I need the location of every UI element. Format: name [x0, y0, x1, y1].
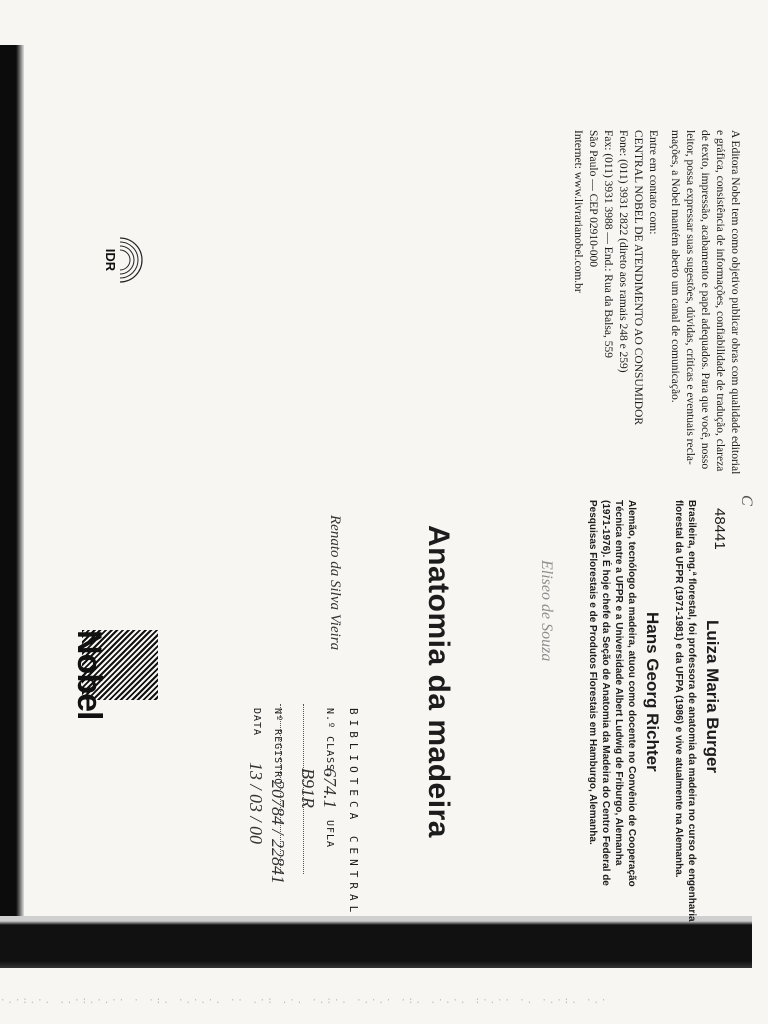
catalog-prefix: C [738, 495, 755, 506]
author-bio-line: Técnica entre a UFPR e a Universidade Albert Ludwig de Friburgo, Alemanha [613, 500, 624, 866]
contact-line: Fax: (011) 3931 3988 — End.: Rua da Balsa, 559 [602, 130, 614, 358]
notice-line: de texto, impressão, acabamento e papel adequados. Para que você, nosso [699, 130, 711, 470]
binding-shadow [0, 45, 24, 925]
stamp-class-value: 674.1 [320, 768, 340, 809]
contact-line: Entre em contato com: [647, 130, 659, 235]
contact-line: Fone: (011) 3931 2822 (direto aos ramais 248 e 259) [617, 130, 629, 373]
stamp-class-suffix: UFLA [324, 820, 335, 849]
author-bio-line: florestal da UFPR (1971-1981) e da UFPA (1986) e vive atualmente na Alemanha. [673, 500, 684, 878]
notice-line: leitor, possa expressar suas sugestões, dúvidas, críticas e eventuais recla- [684, 130, 696, 465]
author-bio-1 [672, 500, 698, 922]
translator-signature: Renato da Silva Vieira [327, 515, 343, 651]
idr-logo-text: IDR [103, 248, 118, 272]
book-title: Anatomia da madeira [422, 525, 455, 838]
nobel-logo-text: Nobel [70, 630, 108, 720]
contact-line: São Paulo — CEP 02910-000 [587, 130, 599, 267]
publisher-notice [667, 130, 742, 474]
idr-logo-icon [100, 230, 160, 290]
contact-line: Internet: www.livrarianobel.com.br [572, 130, 584, 293]
notice-line: e gráfica, consistência de informações, confiabilidade de tradução, clareza [714, 130, 726, 472]
author-name-2: Hans Georg Richter [643, 612, 662, 772]
author-bio-2 [586, 500, 638, 887]
faint-handwriting: Eliseo de Souza [538, 560, 555, 662]
stamp-date-value: 13 / 03 / 00 [246, 762, 266, 845]
stamp-registry-label: Nº REGISTRO [272, 708, 283, 786]
contact-line: CENTRAL NOBEL DE ATENDIMENTO AO CONSUMIDOR [632, 130, 644, 426]
catalog-number: 48441 [711, 508, 728, 550]
stamp-rule [280, 704, 283, 874]
scan-edge-band [0, 916, 752, 968]
stamp-date-label: DATA [251, 708, 262, 737]
author-bio-line: (1971-1976). É hoje chefe da Seção de Anatomia da Madeira do Centro Federal de [600, 500, 611, 886]
author-bio-line: Brasileira, eng.ª florestal, foi professora de anatomia da madeira no curso de engenharia [686, 500, 697, 922]
author-bio-line: Alemão, tecnólogo da madeira, atuou como docente no Convênio de Cooperação [626, 500, 637, 887]
stamp-class-label: N.º CLASS. [324, 708, 335, 779]
author-name-1: Luiza Maria Burger [703, 620, 722, 774]
notice-line: A Editora Nobel tem como objetivo publicar obras com qualidade editorial [729, 130, 741, 475]
stamp-cutter: B91R [298, 768, 318, 808]
stamp-registry-value: 20784 / 22841 [268, 780, 288, 885]
stamp-rule [303, 704, 306, 874]
contact-block [570, 130, 660, 425]
author-bio-line: Pesquisas Florestais e de Produtos Florestais em Hamburgo, Alemanha. [587, 500, 598, 845]
notice-line: mações, a Nobel mantém aberto um canal de comunicação. [669, 130, 681, 403]
library-stamp-title: BIBLIOTECA CENTRAL [347, 708, 360, 918]
scan-noise: ·.·:.·. ..·:.·.·· · ·:. ·.·.·. ·· .·: .·. ·.:·. ·.·.· ·:. .·.·. :·.·· ·. ·.·:. ·.· [0, 996, 609, 1006]
